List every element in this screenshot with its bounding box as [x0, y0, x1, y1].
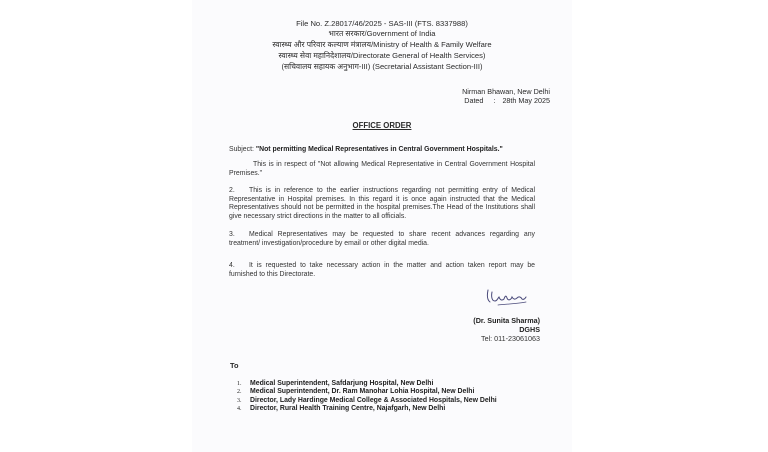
- subject-label: Subject:: [229, 146, 254, 153]
- ministry-line: स्वास्थ्य और परिवार कल्याण मंत्रालय/Ministry of Health & Family Welfare: [272, 40, 492, 49]
- paragraph-3: [229, 231, 535, 248]
- signatory-block: [473, 316, 540, 343]
- document-title: OFFICE ORDER: [352, 121, 412, 130]
- recipient-item: 1. Medical Superintendent, Safdarjung Hospital, New Delhi: [237, 380, 434, 387]
- dated-label: Dated: [464, 96, 484, 105]
- paragraph-text: It is requested to take necessary action in the matter and action taken report may be furnished to this Directorate.: [229, 262, 535, 278]
- paragraph-text: This is in respect of "Not allowing Medical Representative in Central Government Hospital Premises.": [229, 161, 535, 177]
- signatory-designation: DGHS: [519, 325, 540, 334]
- recipient-item: 2. Medical Superintendent, Dr. Ram Manohar Lohia Hospital, New Delhi: [237, 388, 475, 396]
- date-line: [462, 96, 550, 105]
- date-value: 28th May 2025: [502, 96, 550, 105]
- to-label: To: [230, 361, 239, 370]
- paragraph-number: 4.: [229, 262, 235, 269]
- paragraph-4: [229, 262, 535, 279]
- section-line: (सचिवालय सहायक अनुभाग-III) (Secretarial Assistant Section-III): [281, 62, 483, 71]
- directorate-line: स्वास्थ्य सेवा महानिदेशालय/Directorate General of Health Services): [278, 51, 486, 60]
- paragraph-1: [229, 161, 535, 178]
- recipient-list: [237, 380, 497, 414]
- signature-icon: [484, 286, 530, 308]
- recipient-item: 3. Director, Lady Hardinge Medical College & Associated Hospitals, New Delhi: [237, 396, 497, 404]
- dated-separator: :: [493, 96, 496, 105]
- paragraph-number: 2.: [229, 187, 235, 194]
- file-number: File No. Z.28017/46/2025 - SAS-III (FTS. 8337988): [296, 19, 468, 28]
- paragraph-text: This is in reference to the earlier instructions regarding not permitting entry of Medical Representative in Hospital premises. In this regard it is once again instructed that the Medical Representatives should not be permitted in the hospital premises.The Head of the Institutions shall give necessary strict directions in the matter to all officials.: [229, 187, 535, 220]
- subject-line: [229, 146, 549, 155]
- paragraph-2: [229, 187, 535, 221]
- place: Nirman Bhawan, New Delhi: [462, 87, 550, 96]
- signatory-tel: Tel: 011-23061063: [480, 334, 540, 343]
- paragraph-text: Medical Representatives may be requested to share recent advances regarding any treatment/ investigation/procedure by email or other digital media.: [229, 231, 535, 247]
- paragraph-number: 3.: [229, 231, 235, 238]
- signatory-name: (Dr. Sunita Sharma): [473, 316, 540, 325]
- subject-text: "Not permitting Medical Representatives in Central Government Hospitals.": [255, 146, 503, 153]
- government-line: भारत सरकार/Government of India: [328, 29, 436, 38]
- place-date-block: [462, 87, 550, 105]
- office-order-document: [192, 0, 572, 452]
- recipient-item: 4. Director, Rural Health Training Centre, Najafgarh, New Delhi: [237, 405, 446, 413]
